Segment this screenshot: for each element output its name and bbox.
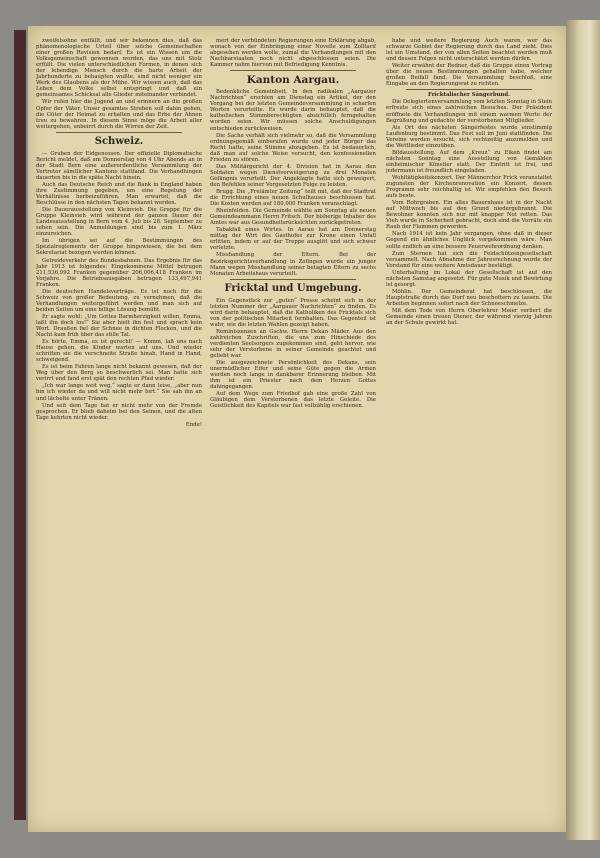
paragraph: Brugg. Die „Freiämter Zeitung“ teilt mit, daß der Stadtrat die Errichtung eines neuen Schulhauses beschlossen hat. Die Kosten werden auf 180,000 Franken veranschlagt.: [210, 188, 376, 208]
section-title-schweiz: Schweiz.: [94, 135, 144, 147]
column-1-intro: [36, 38, 202, 130]
column-2-intro: [210, 38, 376, 68]
paragraph: habe und weitere Regierung Auch waren, wer das schwarze Gebiet der Regierung durch das Land zieht. Dies ist ein Umstand, der von allen Seiten beachtet werden muß und dessen Folgen nicht unterschätzt werden dürfen.: [386, 38, 552, 63]
book-spine: [14, 30, 26, 820]
paragraph: Das Militärgericht der 4. Division hat in Aarau den Soldaten wegen Dienstverweigerung zu drei Monaten Gefängnis verurteilt. Der Angeklagte hatte sich geweigert, den Befehlen seiner Vorgesetzten Folge zu leisten.: [210, 163, 376, 188]
paragraph: Mit dem Tode von Herrn Oberlehrer Meier verliert die Gemeinde einen treuen Diener, der während vierzig Jahren an der Schule gewirkt hat.: [386, 307, 552, 327]
section-title-fricktal: Fricktal und Umgebung.: [224, 282, 362, 294]
column-3-body: [386, 99, 552, 326]
paragraph: Nach 1914 ist kein Jahr vergangen, ohne daß in dieser Gegend ein ähnliches Unglück vorgekommen wäre. Man sollte endlich an eine bessere Feuerwehrordnung denken.: [386, 231, 552, 250]
section-title-saengerbund: Fricktalischer Sängerbund.: [428, 92, 510, 99]
paragraph: Weiter erwähnt der Redner, daß die Gruppe einen Vortrag über die neuen Bestimmungen gehalten habe, welcher großen Beifall fand. Die Versammlung beschloß, eine Eingabe an den Regierungsrat zu richten.: [386, 63, 552, 88]
paragraph: Es ist beim Fahren lange nicht bekannt gewesen, daß der Weg über den Berg so beschwerlich sei. Man hatte sich verirrt und fand erst spät den rechten Pfad wieder.: [36, 364, 202, 383]
paragraph: Tabakfall eines Wirtes. In Aarau hat am Donnerstag mittag der Wirt des Gasthofes zur Krone einen Unfall erlitten, indem er auf der Treppe ausglitt und sich schwer verletzte.: [210, 227, 376, 252]
paragraph: Im übrigen sei auf die Bestimmungen des Spezialreglements der Gruppe hingewiesen, die bei dem Sekretariat bezogen werden können.: [36, 238, 202, 257]
paragraph: Bedenkliche Gemeinheit. In den radikalen „Aargauer Nachrichten“ erschien am Dienstag ein Artikel, der den Vorgang bei der letzten Gemeindeversammlung in scharfen Worten verurteilte. Es wurde darin behauptet, daß die katholischen Stimmberechtigten absichtlich ferngehalten worden seien. Wir müssen solche Anschuldigungen entschieden zurückweisen.: [210, 89, 376, 132]
column-3: [386, 38, 552, 820]
paragraph: Rheinfelden. Die Gemeinde wählte am Sonntag als neuen Gemeindeammann Herrn Fritsch. Der bisherige Inhaber des Amtes war aus Gesundheitsrücksichten zurückgetreten.: [210, 208, 376, 227]
paragraph: zweifelsohne entfällt, und wir bekennen dies, daß das phänomenologische Urteil über solche Gemeinschaften einer großen Revision bedarf. Es ist ein Wissen um die Volksgemeinschaft gewonnen worden, das uns mit Stolz erfüllt. Die vielen unterschiedlichen Formen, in denen sich der lebendige Mensch durch die harte Arbeit der Jahrhunderte zu behaupten wußte, sind nicht weniger ein Werk des Glaubens als der Mühe. Wir wissen auch, daß das Leben dem Volke selbst entspringt und daß ein gemeinsames Schicksal alle Glieder miteinander verbindet.: [36, 38, 202, 99]
end-mark: Ende!: [185, 421, 202, 428]
paragraph: Als Ort des nächsten Sängerfestes wurde einstimmig Laufenburg bestimmt. Das Fest soll im Juni stattfinden. Die Vereine werden ersucht, sich rechtzeitig anzumelden und die Wettlieder einzuüben.: [386, 124, 552, 149]
paragraph: Ein Gegenstück zur „guten“ Presse scheint sich in der letzten Nummer der „Aargauer Nachrichten“ zu finden. Es wird darin behauptet, daß die Katholiken des Fricktals sich von der politischen Mitarbeit fernhalten. Das Gegenteil ist wahr, wie die letzten Wahlen gezeigt haben.: [210, 297, 376, 328]
column-1-body: [36, 151, 202, 421]
paragraph: Die ausgezeichnete Persönlichkeit des Dekans, sein unermüdlicher Eifer und seine Güte gegen die Armen werden noch lange in dankbarer Erinnerung bleiben. Mit ihm ist ein Priester nach dem Herzen Gottes dahingegangen.: [210, 360, 376, 391]
paragraph: — Gruben der Eidgenossen. Der offizielle Diplomatische Bericht meldet, daß am Donnerstag von 4 Uhr Abends an in der Stadt Bern eine außerordentliche Versammlung der Vertreter sämtlicher Kantone stattfand. Die Verhandlungen dauerten bis in die späte Nacht hinein.: [36, 150, 202, 181]
paragraph: mert der verbündeten Regierungen eine Erklärung abgab, wonach von der Einbringung einer Novelle zum Zolltarif abgesehen werden wolle, zumal die Verhandlungen mit den Nachbarstaaten noch nicht abgeschlossen seien. Die Kammer nahm hiervon mit Befriedigung Kenntnis.: [210, 38, 376, 69]
paragraph: Zum Sternen hat sich die Feldschützengesellschaft versammelt. Nach Abnahme der Jahresrechnung wurde der Vorstand für eine weitere Amtsdauer bestätigt.: [386, 250, 552, 269]
paragraph: Die Sache verhält sich vielmehr so, daß die Versammlung ordnungsgemäß einberufen wurde und jeder Bürger das Recht hatte, seine Stimme abzugeben. Es ist bedauerlich, daß man auf solche Weise versucht, den konfessionellen Frieden zu stören.: [210, 132, 376, 163]
paragraph: Wohltätigkeitskonzert. Der Männerchor Frick veranstaltet zugunsten der Kirchenrenovation ein Konzert, dessen Programm sehr reichhaltig ist. Wir empfehlen den Besuch aufs beste.: [386, 174, 552, 200]
paragraph: Reminiszenzen an Gschw. Herrn Dekan Mäder. Aus den zahlreichen Zuschriften, die uns zum Hinschiede des verdienten Seelsorgers zugekommen sind, geht hervor, wie sehr der Verstorbene in seiner Gemeinde geachtet und geliebt war.: [210, 328, 376, 360]
paragraph: Die deutschen Handelsverträge. Es ist noch für die Schweiz von großer Bedeutung, zu vernehmen, daß die Verhandlungen weitergeführt werden und man sich auf beiden Seiten um eine billige Lösung bemüht.: [36, 288, 202, 313]
divider-rule: [230, 279, 356, 280]
paragraph: Bildausstellung. Auf dem „Kreuz“ zu Eiken findet am nächsten Sonntag eine Ausstellung von Gemälden einheimischer Künstler statt. Der Eintritt ist frei, und jedermann ist freundlich eingeladen.: [386, 149, 552, 174]
paragraph: Die Dauerausstellung von Kleinvieh. Die Gruppe für die Gruppe Kleinvieh wird während der ganzen Dauer der Landesausstellung in Bern vom 4. Juli bis 28. September zu sehen sein. Die Anmeldungen sind bis zum 1. März einzureichen.: [36, 207, 202, 238]
paragraph: Die Delegiertenversammlung vom letzten Sonntag in Stein erfreute sich eines zahlreichen Besuches. Der Präsident eröffnete die Verhandlungen mit einem warmen Worte der Begrüßung und gedachte der verstorbenen Mitglieder.: [386, 99, 552, 124]
paragraph: Getreideverkehr des Bundesbahnen. Das Ergebnis für das Jahr 1913 ist folgendes: Eingekommene Mittel betrugen 211,536,992 Franken gegenüber 206,006,418 Franken im Vorjahre. Die Betriebsausgaben betrugen 133,497,941 Franken.: [36, 257, 202, 288]
paragraph: Wir rufen hier die Jugend an und erinnern an die großen Opfer der Väter. Unser gesamtes Streben soll dahin gehen, die Güter der Heimat zu erhalten und das Erbe der Ahnen treu zu bewahren. In diesem Sinne möge die Arbeit aller weitergehen, unbeirrt durch die Wirren der Zeit.: [36, 99, 202, 130]
divider-rule: [230, 70, 356, 71]
divider-rule: [406, 89, 532, 90]
paragraph: Vom Rohrgraben. Ein altes Bauernhaus ist in der Nacht auf Mittwoch bis auf den Grund niedergebrannt. Die Bewohner konnten sich nur mit knapper Not retten. Das Vieh wurde in Sicherheit gebracht, doch sind die Vorräte ein Raub der Flammen geworden.: [386, 200, 552, 231]
paragraph: Auf dem Wege zum Friedhof gab eine große Zahl von Gläubigen dem Verstorbenen das letzte Geleite. Die Geistlichkeit des Kapitels war fast vollzählig erschienen.: [210, 391, 376, 410]
paragraph: Misshandlung der Eltern. Bei der Bezirksgerichtsverhandlung in Zofingen wurde ein junger Mann wegen Misshandlung seiner betagten Eltern zu sechs Monaten Arbeitshaus verurteilt.: [210, 252, 376, 277]
page-gutter: [566, 20, 600, 840]
column-2-body-2: [210, 298, 376, 410]
paragraph: „Ich war lange weit weg,“ sagte er dann leise, „aber nun bin ich wieder da und will nicht mehr fort.“ Sie sah ihn an und lächelte unter Tränen.: [36, 383, 202, 402]
paragraph: Möhlin. Der Gemeinderat hat beschlossen, die Hauptstraße durch das Dorf neu beschottern zu lassen. Die Arbeiten beginnen sofort nach der Schneeschmelze.: [386, 288, 552, 307]
newspaper-page: [28, 26, 566, 832]
column-2: [210, 38, 376, 820]
paragraph: Und seit dem Tage hat er nicht mehr von der Fremde gesprochen. Er blieb daheim bei den Seinen, und die alten Tage kehrten nicht wieder.: [36, 402, 202, 421]
paragraph: Unterhaltung im Lokal der Gesellschaft ist auf den nächsten Samstag angesetzt. Für gute Musik und Bewirtung ist gesorgt.: [386, 269, 552, 288]
column-1: [36, 38, 202, 820]
column-3-intro: [386, 38, 552, 87]
paragraph: Er sagte wohl: „Um Gottes Barmherzigkeit willen, Emma, laßt ihn doch los!“ Sie aber hielt ihn fest und sprach kein Wort. Draußen fiel der Schnee in dichten Flocken, und die Nacht kam früh über das stille Tal.: [36, 313, 202, 339]
section-title-kanton-aargau: Kanton Aargau.: [246, 74, 340, 87]
paragraph: Auch das Deutsche Reich und die Bank in England haben ihre Zustimmung gegeben, um eine Regelung der Verhältnisse herbeizuführen. Man erwartet, daß die Beschlüsse in den nächsten Tagen bekannt werden.: [36, 181, 202, 207]
divider-rule: [56, 132, 182, 133]
column-2-body: [210, 89, 376, 276]
paragraph: Es hörte, Emma, es ist gerecht! — Komm, laß uns nach Hause gehen, die Kinder warten auf uns. Und wieder schritten sie die verschneite Straße hinab, Hand in Hand, schweigend.: [36, 339, 202, 364]
